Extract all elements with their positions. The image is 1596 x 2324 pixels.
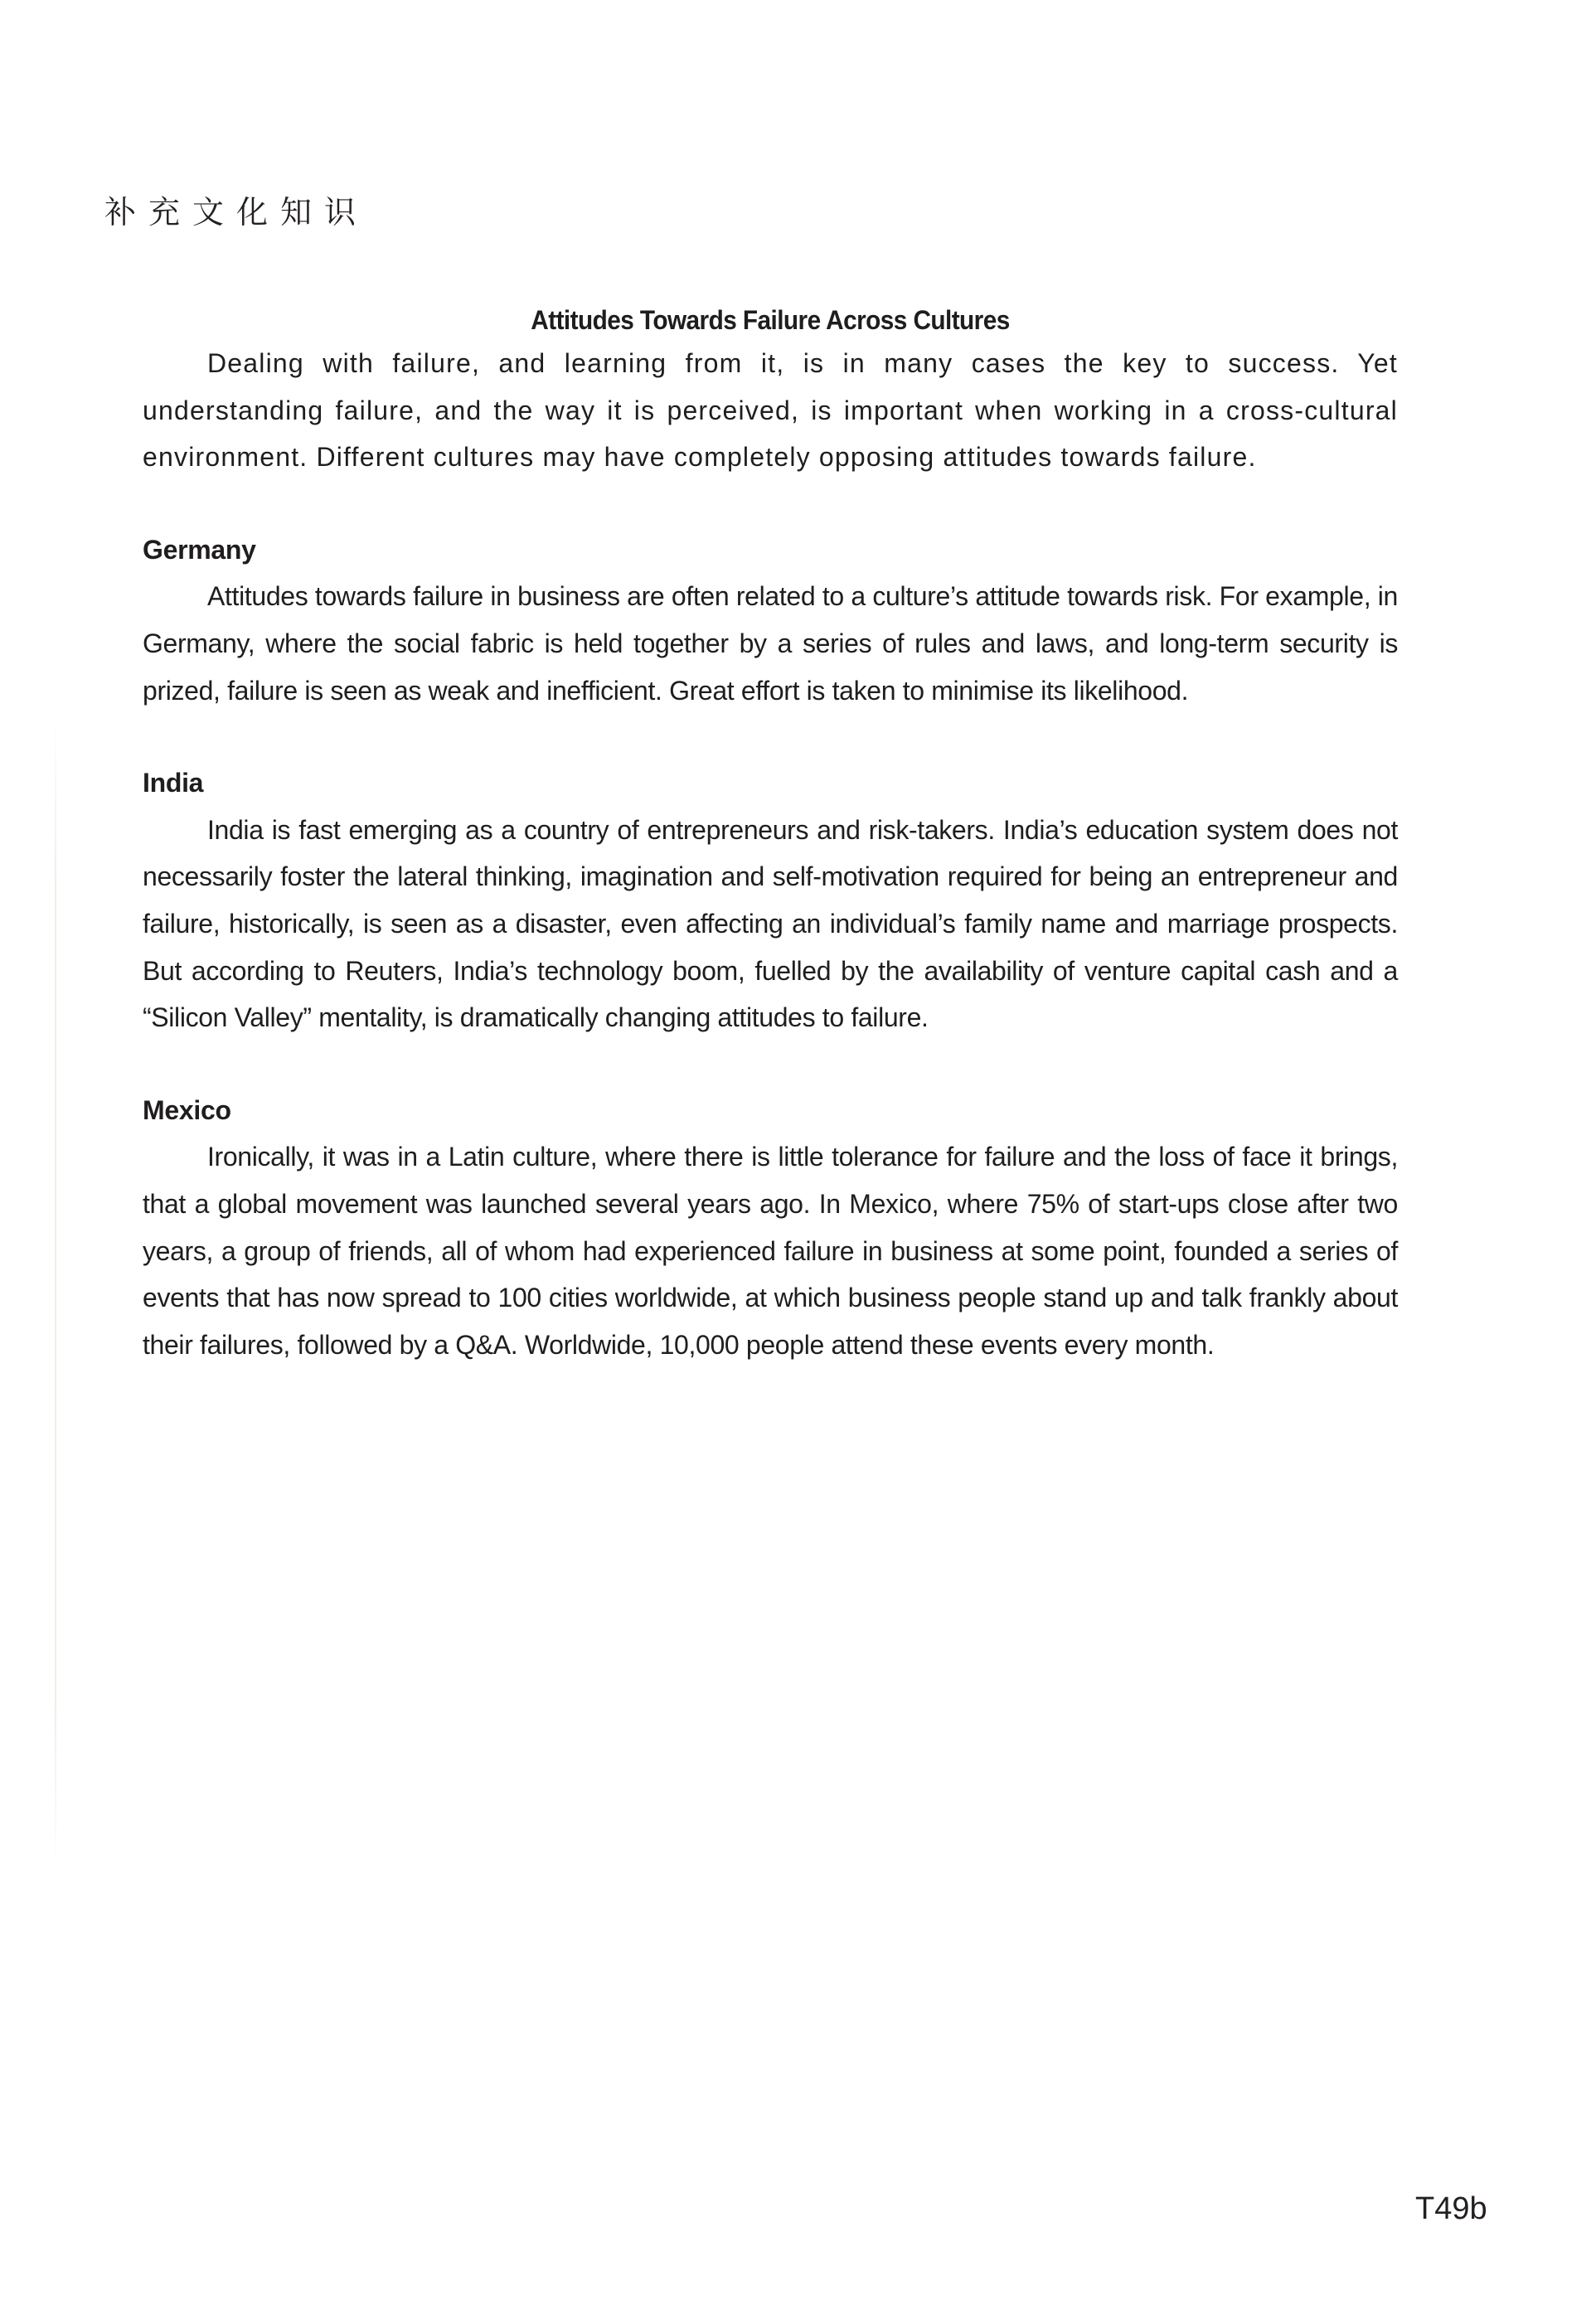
section-body-germany: Attitudes towards failure in business are often related to a culture’s attitude towards risk. For example, in Germany, where the social fabric is held together by a series of rules and laws, and long-term security is prized, failure is seen as weak and inefficient. Great effort is taken to minimise its likelihood. <box>143 581 1398 706</box>
article <box>143 300 1398 1368</box>
section-body-mexico: Ironically, it was in a Latin culture, where there is little tolerance for failure and the loss of face it brings, that a global movement was launched several years ago. In Mexico, where 75% of start-ups close after two years, a group of friends, all of whom had experienced failure in business at some point, founded a series of events that has now spread to 100 cities worldwide, at which business people stand up and talk frankly about their failures, followed by a Q&A. Worldwide, 10,000 people attend these events every month. <box>143 1142 1398 1360</box>
intro-paragraph: Dealing with failure, and learning from it, is in many cases the key to success. Yet understanding failure, and the way it is perceived, is important when working in a cross-cultural environment. Different cultures may have completely opposing attitudes towards failure. <box>143 348 1398 473</box>
section-heading-mexico: Mexico <box>143 1094 231 1125</box>
page-number: T49b <box>1415 2191 1487 2226</box>
section-mexico <box>143 1087 1398 1369</box>
section-germany <box>143 526 1398 714</box>
section-heading: 补充文化知识 <box>104 194 369 230</box>
section-india <box>143 759 1398 1041</box>
article-title: Attitudes Towards Failure Across Cultures <box>531 305 1010 335</box>
section-body-india: India is fast emerging as a country of entrepreneurs and risk-takers. India’s education system does not necessarily foster the lateral thinking, imagination and self-motivation required for being an entrepreneur and failure, historically, is seen as a disaster, even affecting an individual’s family name and marriage prospects. But according to Reuters, India’s technology boom, fuelled by the availability of venture capital cash and a “Silicon Valley” mentality, is dramatically changing attitudes to failure. <box>143 814 1398 1033</box>
section-heading-india: India <box>143 768 204 798</box>
page-binding-edge <box>55 713 56 1874</box>
section-heading-germany: Germany <box>143 534 256 565</box>
